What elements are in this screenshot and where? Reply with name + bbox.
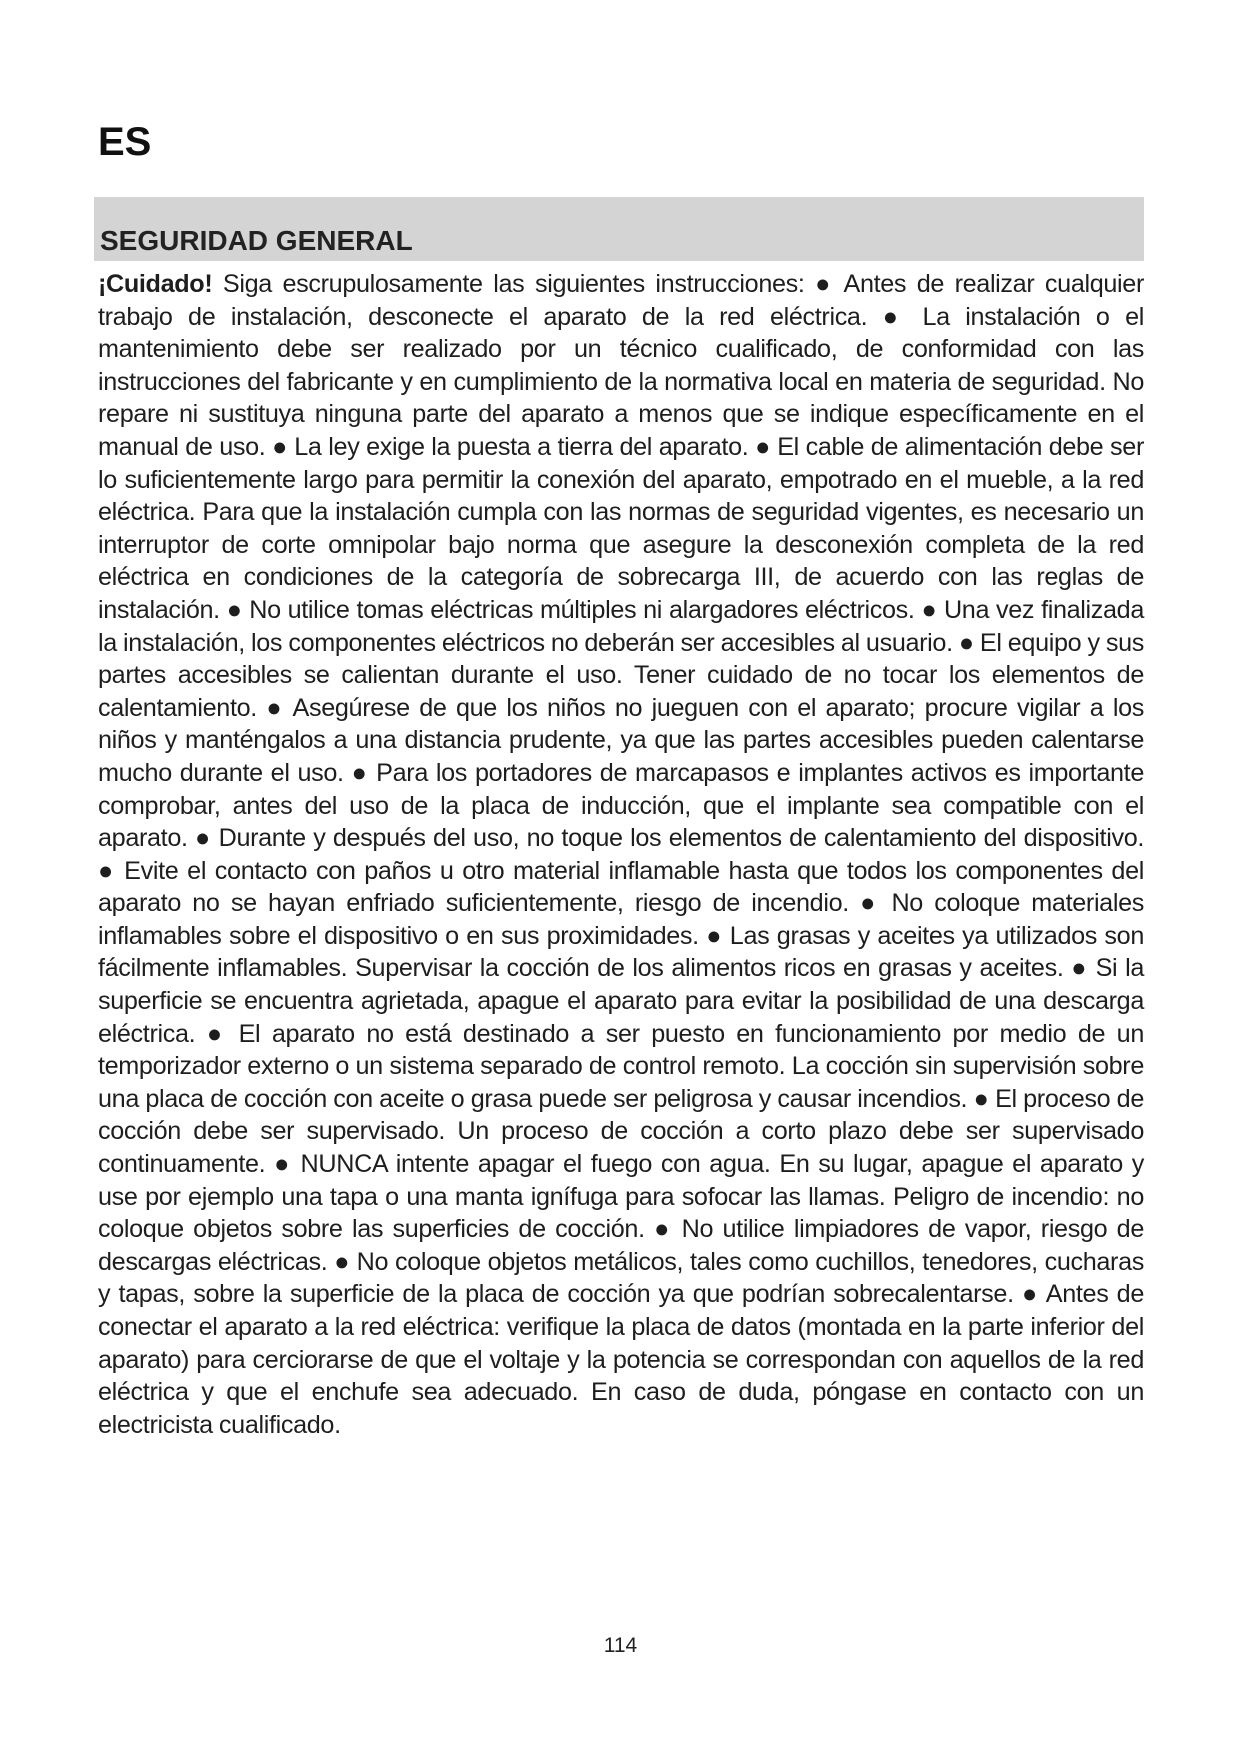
safety-instructions-paragraph (98, 268, 1144, 1441)
section-title: SEGURIDAD GENERAL (100, 225, 413, 257)
language-code: ES (98, 120, 152, 164)
safety-instructions-text: Siga escrupulosamente las siguientes instrucciones: ● Antes de realizar cualquier trabajo de instalación, desconecte el aparato de la red eléctrica. ● La instalación o el mantenimiento debe ser realizado por un técnico cualificado, de conformidad con las instrucciones del fabricante y en cumplimiento de la normativa local en materia de seguridad. No repare ni sustituya ninguna parte del aparato a menos que se indique específicamente en el manual de uso. ● La ley exige la puesta a tierra del aparato. ● El cable de alimentación debe ser lo suficientemente largo para permitir la conexión del aparato, empotrado en el mueble, a la red eléctrica. Para que la instalación cumpla con las normas de seguridad vigentes, es necesario un interruptor de corte omnipolar bajo norma que asegure la desconexión completa de la red eléctrica en condiciones de la categoría de sobrecarga III, de acuerdo con las reglas de instalación. ● No utilice tomas eléctricas múltiples ni alargadores eléctricos. ● Una vez finalizada la instalación, los componentes eléctricos no deberán ser accesibles al usuario. ● El equipo y sus partes accesibles se calientan durante el uso. Tener cuidado de no tocar los elementos de calentamiento. ● Asegúrese de que los niños no jueguen con el aparato; procure vigilar a los niños y manténgalos a una distancia prudente, ya que las partes accesibles pueden calentarse mucho durante el uso. ● Para los portadores de marcapasos e implantes activos es importante comprobar, antes del uso de la placa de inducción, que el implante sea compatible con el aparato. ● Durante y después del uso, no toque los elementos de calentamiento del dispositivo. ● Evite el contacto con paños u otro material inflamable hasta que todos los componentes del aparato no se hayan enfriado suficientemente, riesgo de incendio. ● No coloque materiales inflamables sobre el dispositivo o en sus proximidades. ● Las grasas y aceites ya utilizados son fácilmente inflamables. Supervisar la cocción de los alimentos ricos en grasas y aceites. ● Si la superficie se encuentra agrietada, apague el aparato para evitar la posibilidad de una descarga eléctrica. ● El aparato no está destinado a ser puesto en funcionamiento por medio de un temporizador externo o un sistema separado de control remoto. La cocción sin supervisión sobre una placa de cocción con aceite o grasa puede ser peligrosa y causar incendios. ● El proceso de cocción debe ser supervisado. Un proceso de cocción a corto plazo debe ser supervisado continuamente. ● NUNCA intente apagar el fuego con agua. En su lugar, apague el aparato y use por ejemplo una tapa o una manta ignífuga para sofocar las llamas. Peligro de incendio: no coloque objetos sobre las superficies de cocción. ● No utilice limpiadores de vapor, riesgo de descargas eléctricas. ● No coloque objetos metálicos, tales como cuchillos, tenedores, cucharas y tapas, sobre la superficie de la placa de cocción ya que podrían sobrecalentarse. ● Antes de conectar el aparato a la red eléctrica: verifique la placa de datos (montada en la parte inferior del aparato) para cerciorarse de que el voltaje y la potencia se correspondan con aquellos de la red eléctrica y que el enchufe sea adecuado. En caso de duda, póngase en contacto con un electricista cualificado. (98, 270, 1144, 1439)
section-header-bar (94, 197, 1144, 261)
page-number: 114 (603, 1634, 638, 1657)
caution-lead: ¡Cuidado! (98, 270, 213, 298)
